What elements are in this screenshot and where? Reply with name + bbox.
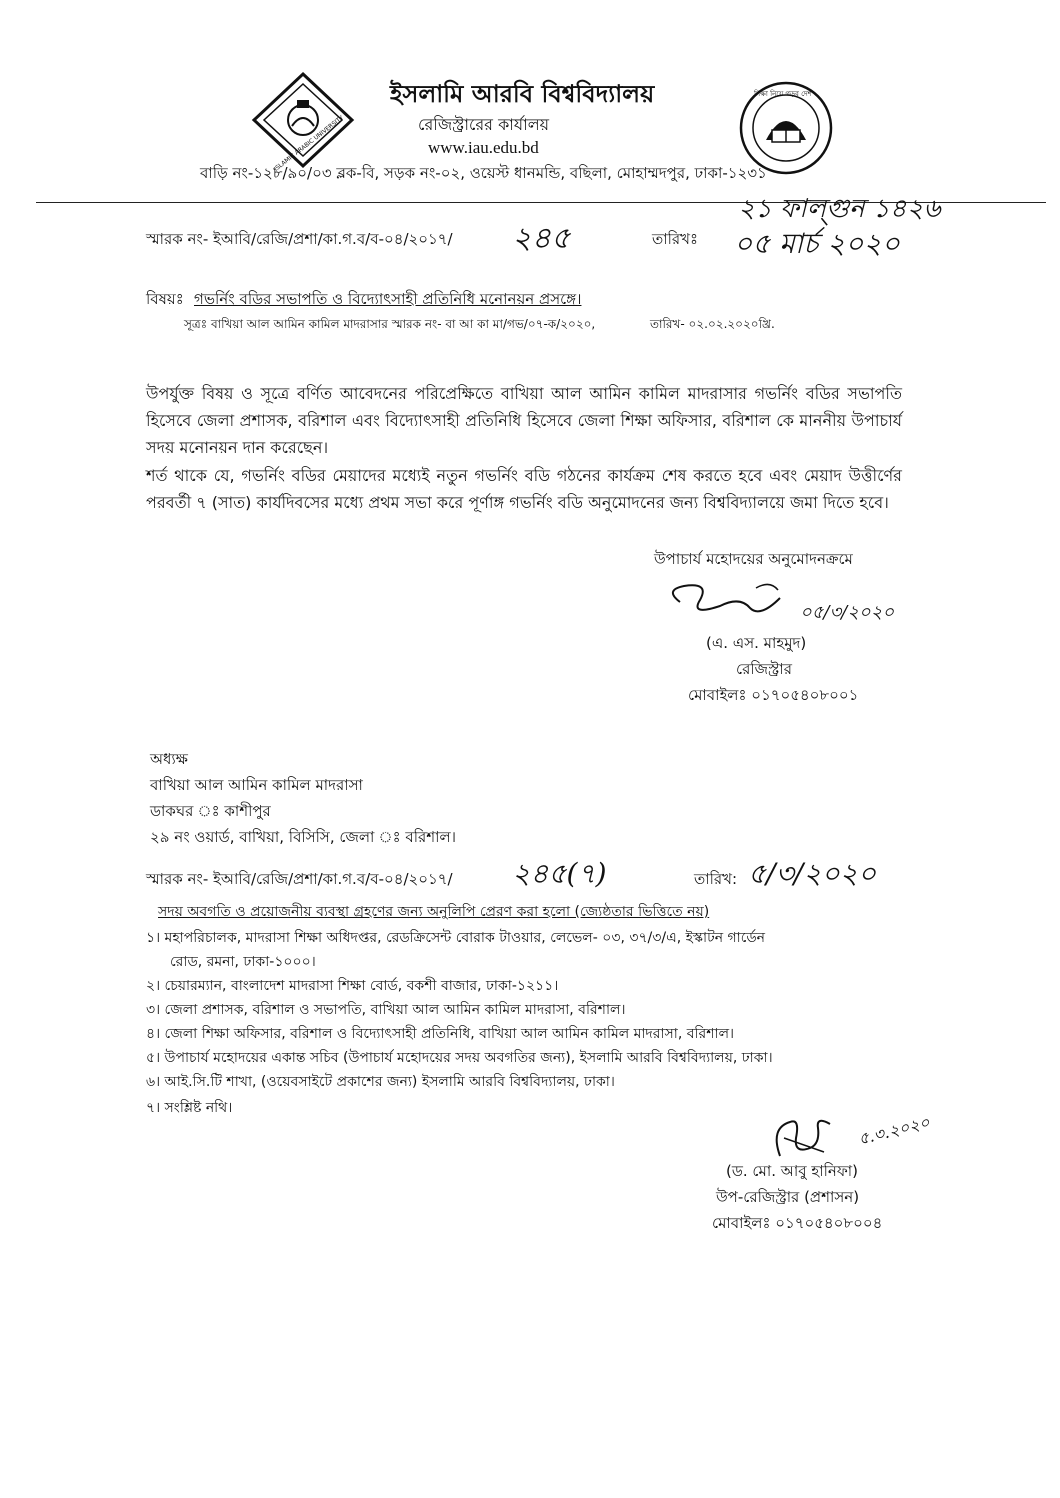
memo-ref-label: স্মারক নং- ইআবি/রেজি/প্রশা/কা.গ.ব/ব-০৪/২০১৭/ bbox=[146, 230, 453, 248]
copy-item: রোড, রমনা, ঢাকা-১০০০। bbox=[170, 954, 316, 970]
university-logo-left bbox=[248, 70, 358, 173]
university-name: ইসলামি আরবি বিশ্ববিদ্যালয় bbox=[390, 79, 655, 108]
copy-ref-label: স্মারক নং- ইআবি/রেজি/প্রশা/কা.গ.ব/ব-০৪/২০১৭/ bbox=[146, 870, 453, 888]
recipient-line-2: বাখিয়া আল আমিন কামিল মাদরাসা bbox=[150, 776, 363, 794]
copy-item: ৪। জেলা শিক্ষা অফিসার, বরিশাল ও বিদ্যোৎসাহী প্রতিনিধি, বাখিয়া আল আমিন কামিল মাদরাসা, বরিশাল। bbox=[146, 1026, 735, 1042]
registrar-mobile: মোবাইলঃ ০১৭০৫৪০৮০০১ bbox=[688, 686, 859, 704]
memo-date-english: ০৫ মার্চ ২০২০ bbox=[734, 227, 900, 260]
deputy-title: উপ-রেজিস্ট্রার (প্রশাসন) bbox=[716, 1188, 860, 1206]
copy-item: ২। চেয়ারম্যান, বাংলাদেশ মাদরাসা শিক্ষা বোর্ড, বকশী বাজার, ঢাকা-১২১১। bbox=[146, 978, 559, 994]
copy-item: ৬। আই.সি.টি শাখা, (ওয়েবসাইটে প্রকাশের জন্য) ইসলামি আরবি বিশ্ববিদ্যালয়, ঢাকা। bbox=[146, 1074, 615, 1090]
memo-ref-number: ২৪৫ bbox=[512, 221, 571, 256]
address-line: বাড়ি নং-১২৮/৯০/০৩ ব্লক-বি, সড়ক নং-০২, ওয়েস্ট ধানমন্ডি, বছিলা, মোহাম্মদপুর, ঢাকা-১২৩১ bbox=[200, 164, 767, 182]
deputy-mobile: মোবাইলঃ ০১৭০৫৪০৮০০৪ bbox=[712, 1214, 883, 1232]
source-date: তারিখ- ০২.০২.২০২০খ্রি. bbox=[650, 317, 775, 331]
copy-item: ১। মহাপরিচালক, মাদরাসা শিক্ষা অধিদপ্তর, রেডক্রিসেন্ট বোরাক টাওয়ার, লেভেল- ০৩, ৩৭/৩/এ, ইস্কাটন গার্ডেন bbox=[146, 930, 766, 946]
office-name: রেজিস্ট্রারের কার্যালয় bbox=[418, 115, 550, 134]
source-text: সূত্রঃ বাখিয়া আল আমিন কামিল মাদরাসার স্মারক নং- বা আ কা মা/গভ/০৭-ক/২০২০, bbox=[184, 317, 596, 331]
registrar-signature-date: ০৫/৩/২০২০ bbox=[800, 602, 895, 623]
recipient-line-4: ২৯ নং ওয়ার্ড, বাখিয়া, বিসিসি, জেলা ঃ বরিশাল। bbox=[150, 828, 457, 846]
subject-text: গভর্নিং বডির সভাপতি ও বিদ্যোৎসাহী প্রতিনিধি মনোনয়ন প্রসঙ্গে। bbox=[194, 290, 582, 308]
copy-item: ৩। জেলা প্রশাসক, বরিশাল ও সভাপতি, বাখিয়া আল আমিন কামিল মাদরাসা, বরিশাল। bbox=[146, 1002, 626, 1018]
approval-line: উপাচার্য মহোদয়ের অনুমোদনক্রমে bbox=[654, 550, 853, 568]
copy-item: ৭। সংশ্লিষ্ট নথি। bbox=[146, 1100, 233, 1116]
deputy-name: (ড. মো. আবু হানিফা) bbox=[726, 1162, 858, 1180]
subject-label: বিষয়ঃ bbox=[146, 290, 184, 308]
body-paragraph-2: শর্ত থাকে যে, গভর্নিং বডির মেয়াদের মধ্যেই নতুন গভর্নিং বডি গঠনের কার্যক্রম শেষ করতে হবে এবং মেয়াদ উত্তীর্ণের পরবর্তী ৭ (সাত) কার্যদিবসের মধ্যে প্রথম সভা করে পূর্ণাঙ্গ গভর্নিং বডি অনুমোদনের জন্য বিশ্ববিদ্যালয়ে জমা দিতে হবে। bbox=[146, 466, 902, 512]
deputy-signature-date: ৫.৩.২০২০ bbox=[856, 1112, 932, 1149]
registrar-signature bbox=[660, 578, 820, 628]
recipient-line-3: ডাকঘর ঃ কাশীপুর bbox=[150, 802, 271, 820]
copy-date-label: তারিখ: bbox=[694, 870, 738, 888]
left-logo-text: ISLAMIC ARABIC UNIVERSITY bbox=[272, 114, 345, 173]
body-paragraph-1: উপর্যুক্ত বিষয় ও সূত্রে বর্ণিত আবেদনের পরিপ্রেক্ষিতে বাখিয়া আল আমিন কামিল মাদরাসার গভর্নিং বডির সভাপতি হিসেবে জেলা প্রশাসক, বরিশাল এবং বিদ্যোৎসাহী প্রতিনিধি হিসেবে জেলা শিক্ষা অফিসার, বরিশাল কে মাননীয় উপাচার্য সদয় মনোনয়ন দান করেছেন। bbox=[146, 384, 902, 457]
right-logo-text: শিক্ষা নিয়ে গড়ব দেশ bbox=[754, 90, 812, 98]
copy-date: ৫/৩/২০২০ bbox=[748, 857, 877, 890]
memo-date-bangla: ২১ ফাল্গুন ১৪২৬ bbox=[738, 194, 941, 224]
copy-heading: সদয় অবগতি ও প্রয়োজনীয় ব্যবস্থা গ্রহণের জন্য অনুলিপি প্রেরণ করা হলো (জ্যেষ্ঠতার ভিত্তিতে নয়) bbox=[158, 904, 710, 920]
copy-ref-number: ২৪৫(৭) bbox=[512, 857, 607, 890]
memo-date-label: তারিখঃ bbox=[652, 230, 698, 248]
registrar-name: (এ. এস. মাহমুদ) bbox=[706, 634, 807, 652]
registrar-title: রেজিস্ট্রার bbox=[736, 660, 793, 678]
website-link[interactable]: www.iau.edu.bd bbox=[428, 138, 539, 157]
recipient-line-1: অধ্যক্ষ bbox=[150, 750, 188, 768]
copy-item: ৫। উপাচার্য মহোদয়ের একান্ত সচিব (উপাচার্য মহোদয়ের সদয় অবগতির জন্য), ইসলামি আরবি বিশ্ববিদ্যালয়, ঢাকা। bbox=[146, 1050, 773, 1066]
